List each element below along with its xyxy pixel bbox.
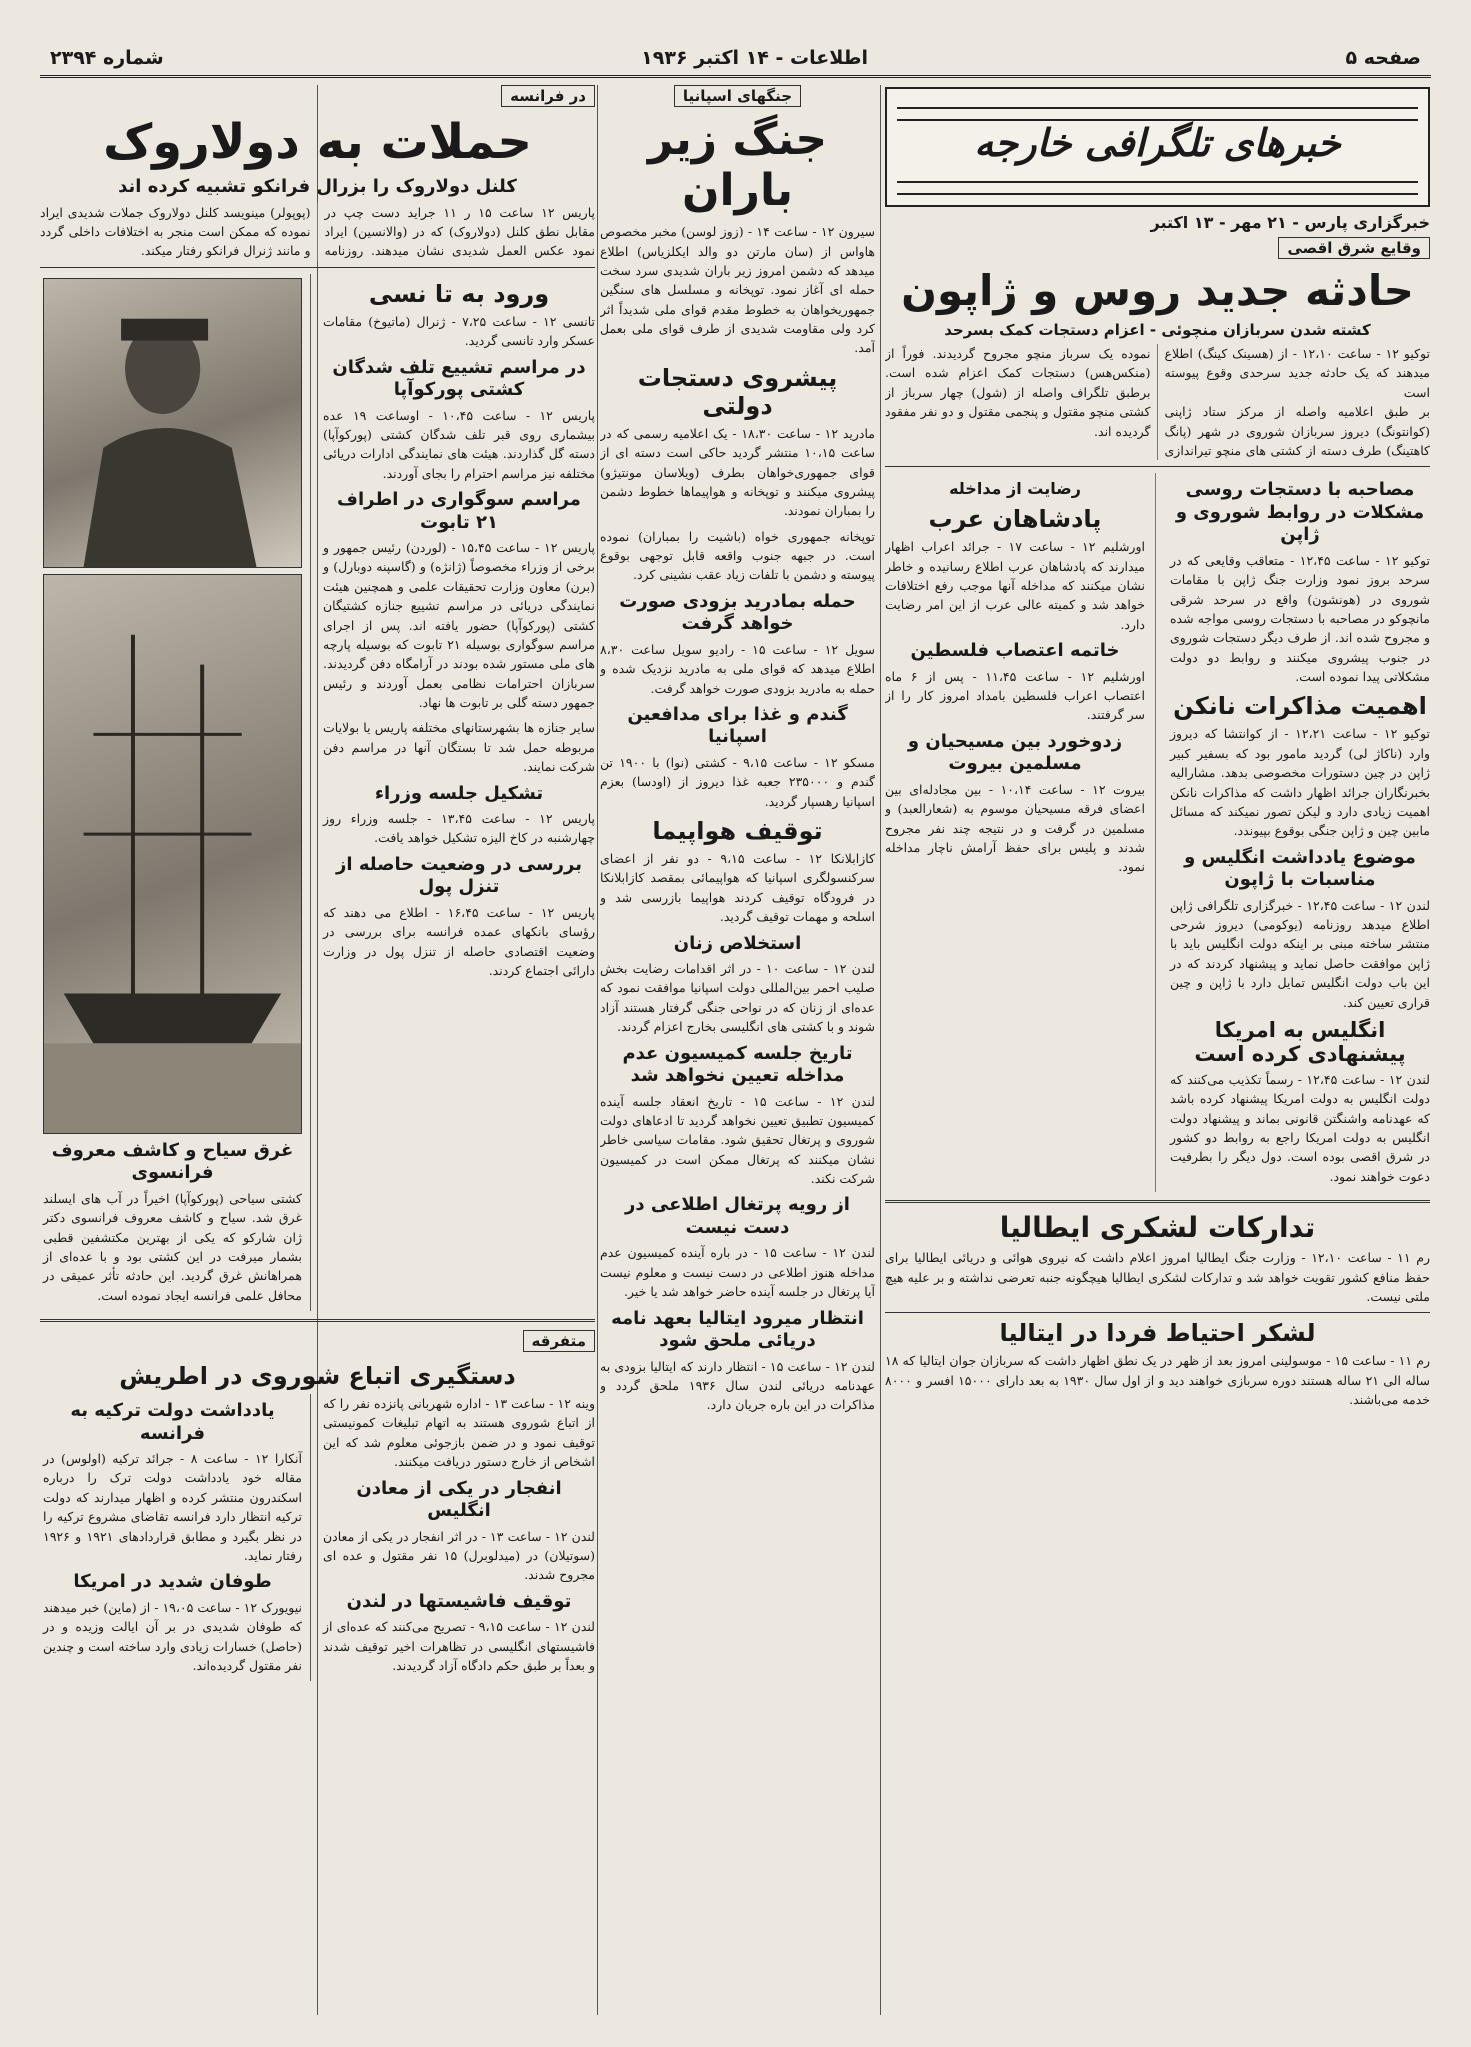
article-title: پیشروی دستجات دولتی — [637, 363, 838, 420]
paragraph: پاریس ۱۲ - ساعت ۱۵،۴۵ - (لوردن) رئیس جمهور و برخی از وزراء مخصوصاً (ژانژه) و (گاسپنه دوبارل) و (برن) معاون وزارت تحقیقات علمی و همچنین هیئت نمایندگی دریائی در مراسم تشییع جنازه کشتیگان کشتی (پورکوآپا) حضور یافته اند. پس از اجرای مراسم سوگواری بوسیله ۲۱ تابوت که بوسیله پارچه های ملی مستور شده بودند در آرامگاه دفن گردیدند. سربازان احترامات نظامی بعمل آوردند و رئیس جمهور دسته گلی بر تابوت ها نهاد. — [323, 540, 595, 711]
column-rule — [597, 85, 598, 2015]
article-title: اهمیت مذاکرات نانکن — [1173, 692, 1427, 721]
article-title: تاریخ جلسه کمیسیون عدم مداخله تعیین نخواهد شد — [622, 1042, 853, 1087]
article-title: رضایت از مداخله — [949, 479, 1081, 499]
paragraph: کازابلانکا ۱۲ - ساعت ۹،۱۵ - دو نفر از اعضای سرکنسولگری اسپانیا که هواپیمائی بمقصد کازابلانکا در فرودگاه توقیف کردند هواپیما بازرسی شد و اسلحه و مهمات توقیف گردید. — [600, 851, 875, 925]
section-kicker: جنگهای اسپانیا — [674, 85, 801, 107]
article-title: یادداشت دولت ترکیه به فرانسه — [70, 1400, 275, 1444]
paragraph: پاریس ۱۲ ساعت ۱۵ ر ۱۱ جراید دست چپ در مقابل نطق کلنل (دولاروک) که در (والانسین) ایراد نمود عکس العمل شدیدی نشان میدهند. روزنامه (پوپولر) مینویسد کلنل دولاروک جملات شدیدی ایراد نموده که ممکن است منجر به اختلافات داخلی گردد و مانند ژنرال فرانکو رفتار میکند. — [40, 204, 595, 259]
paragraph: بیروت ۱۲ - ساعت ۱۰،۱۴ - بین مجادله‌ای بین اعضای فرقه مسیحیان موسوم به (شعارالعبد) و مسلمین در گرفت و در نتیجه چند نفر مجروح شدند و پلیس برای حفظ آرامش ناچار مداخله نمود. — [885, 781, 1145, 875]
article-title: انتظار میرود ایتالیا بعهد نامه دریائی ملحق شود — [611, 1307, 864, 1352]
paragraph: سیرون ۱۲ - ساعت ۱۴ - (زوز لوسن) مخبر مخصوص هاواس از (سان مارتن دو والد ایکلزیاس) اطلاع میدهد که دشمن امروز زیر باران شدیدی سرد سخت حمله ای آغاز نمود. توپخانه و مسلسل های سنگین جمهوریخواهان به خطوط مقدم قوای ملی شدیداً اثر کرد ولی مقاومت شدیدی از طرف قوای ملی بعمل آمد. — [600, 224, 875, 356]
paragraph: رم ۱۱ - ساعت ۱۵ - موسولینی امروز بعد از ظهر در یک نطق اظهار داشت که سربازان جوان ایتالیا که ۱۸ ساله الی ۲۱ ساله هستند دوره سربازی خواهند دید و از اول سال ۱۹۳۰ به بعد دارای ۱۵۰۰۰ افسر و ۸۰۰۰ خدمه می‌باشند. — [885, 1353, 1430, 1408]
issue-number: شماره ۲۳۹۴ — [50, 46, 164, 69]
article-title: طوفان شدید در امریکا — [73, 1571, 272, 1593]
paragraph: لندن ۱۲ - ساعت ۱۵ - تاریخ انعقاد جلسه آینده کمیسیون تطبیق تعیین نخواهد گردید تا ادعاهای دولت شوروی و پرتغال تحقیق شود. مقامات سیاسی خاطر نشان میکنند که پرتغال ممکن است در کمیسیون شرکت نکند. — [600, 1093, 875, 1187]
paragraph: کشتی سیاحی (پورکوآپا) اخیراً در آب های ایسلند غرق شد. سیاح و کاشف معروف فرانسوی دکتر ژان شارکو که یکی از بهترین مکتشفین قطبی بشمار میرفت در این کشتی بود و با عده‌ای از همراهانش غرق گردید. این حادثه تأثر عمیقی در محافل علمی فرانسه ایجاد نموده است. — [43, 1190, 302, 1303]
masthead-date: اطلاعات - ۱۴ اکتبر ۱۹۳۶ — [641, 46, 869, 69]
article-title: توقیف هواپیما — [652, 817, 823, 846]
paragraph: لندن ۱۲ - ساعت ۱۰ - در اثر اقدامات رضایت بخش صلیب احمر بین‌المللی دولت اسپانیا موافقت نمود که عده‌ای از زنان که در نواحی جنگی گرفتار هستند آزاد شوند و با کشتی های انگلیسی بخارج اعزام گردند. — [600, 961, 875, 1035]
article-title: موضوع یادداشت انگلیس و مناسبات با ژاپون — [1184, 846, 1416, 891]
paragraph: بر طبق اعلامیه واصله از مرکز ستاد ژاپنی (کوانتونگ) دیروز سربازان شوروی در شهر (پانگ کاهتینگ) طرف دسته از کشتی های منچو تیراندازی نموده یک سرباز منچو مجروح گردیدند. فوراً از (منکس‌هس) دستجات کمک اعزام شده است. برطبق تلگراف واصله از (شول) چهار سرباز از کشتی منچو مقتول و پنجمی مقتول و دو نفر مفقود گردیده اند. — [885, 346, 1430, 458]
article-title: زدوخورد بین مسیحیان و مسلمین بیروت — [907, 730, 1123, 775]
subcolumn — [43, 274, 311, 1311]
paragraph: تانسی ۱۲ - ساعت ۷،۲۵ - ژنرال (ماتیوخ) مقامات عسکر وارد تانسی گردید. — [323, 313, 595, 349]
subcolumn — [885, 473, 1156, 1192]
paragraph: نیویورک ۱۲ - ساعت ۱۹،۰۵ - از (ماین) خبر میدهند که طوفان شدیدی در بر آن ایالت وزیده و در (حاصل) خسارات زیادی وارد ساخته است و چندین نفر مقتول گردیده‌اند. — [43, 1599, 303, 1673]
article-title: حمله بمادرید بزودی صورت خواهد گرفت — [619, 590, 856, 635]
headline-subtitle: کلنل دولاروک را بزرال فرانکو تشبیه کرده اند — [118, 176, 517, 198]
main-headline: حادثه جدید روس و ژاپون — [901, 266, 1414, 315]
page-number: صفحه ۵ — [1345, 46, 1421, 69]
article-title: تدارکات لشکری ایطالیا — [999, 1211, 1316, 1245]
article-title: انگلیس به امریکا پیشنهادی کرده است — [1194, 1017, 1406, 1066]
paragraph: لندن ۱۲ - ساعت ۹،۱۵ - تصریح می‌کنند که عده‌ای از فاشیستهای انگلیسی در تظاهرات اخیر توقیف شدند و بعداً بر طبق حکم دادگاه آزاد گردیدند. — [323, 1619, 595, 1673]
section-kicker: در فرانسه — [501, 85, 595, 107]
paragraph: اورشلیم ۱۲ - ساعت ۱۱،۴۵ - پس از ۶ ماه اعتصاب اعراب فلسطین بامداد امروز کار را از سر گرفتند. — [885, 668, 1145, 723]
two-column-block — [40, 274, 595, 1311]
subcolumn — [43, 1394, 311, 1681]
section-kicker: وقایع شرق اقصی — [1278, 237, 1430, 259]
ship-photo — [43, 574, 302, 1134]
paragraph: آنکارا ۱۲ - ساعت ۸ - جرائد ترکیه (اولوس) در مقاله خود یادداشت دولت ترک را درباره اسکندرون منتشر کرده و اظهار میدارند که دولت ترکیه انتظار دارد فرانسه تقاضای مشروع ترکیه را در نظر بگیرد و مطابق قراردادهای ۱۹۲۱ و ۱۹۲۶ رفتار نماید. — [43, 1451, 303, 1563]
paragraph: لندن ۱۲ - ساعت ۱۲،۴۵ - خبرگزاری تلگرافی ژاپن اطلاع میدهد روزنامه (یوکومی) دیروز شرحی منتشر ساخته مبنی بر اینکه دولت انگلیس باید با ژاپن موافقت حاصل نماید و پیشنهاد کردند که در این باب دولت انگلیس تمایل دارد با ژاپن و چین قراری تعیین کند. — [1170, 897, 1430, 1010]
article-title: ورود به تا نسی — [368, 279, 550, 308]
article-title: تشکیل جلسه وزراء — [374, 782, 544, 804]
paragraph: سایر جنازه ها بشهرستانهای مختلفه پاریس یا بولایات مربوطه حمل شد تا بستگان آنها در مراسم دفن شرکت نمایند. — [323, 720, 595, 775]
paragraph: اورشلیم ۱۲ - ساعت ۱۷ - جرائد اعراب اظهار میدارند که پادشاهان عرب اطلاع رسانیده و خاطر نشان میکنند که مداخله آنها موجب رفع اختلافات خواهد شد و کمیته عالی عرب از این امر رضایت دارد. — [885, 539, 1145, 632]
section-kicker: متفرقه — [523, 1330, 595, 1352]
article-title: استخلاص زنان — [673, 932, 802, 954]
subcolumn — [323, 1394, 595, 1681]
paragraph: لندن ۱۲ - ساعت ۱۳ - در اثر انفجار در یکی از معادن (سوتیلان) در (میدلوبرل) ۱۵ نفر مقتول و عده ای مجروح شدند. — [323, 1528, 595, 1583]
article-title: انفجار در یکی از معادن انگلیس — [356, 1477, 562, 1522]
article-title: دستگیری اتباع شوروی در اطریش — [119, 1362, 516, 1391]
article-body — [885, 344, 1430, 460]
two-column-block — [40, 1394, 595, 1681]
paragraph: لندن ۱۲ - ساعت ۱۵ - انتظار دارند که ایتالیا بزودی به عهدنامه دریائی لندن سال ۱۹۳۶ ملحق گردد و مذاکرات در این باره جریان دارد. — [600, 1358, 875, 1413]
article-title: از رویه پرتغال اطلاعی در دست نیست — [625, 1194, 850, 1238]
masthead — [40, 40, 1431, 78]
paragraph: توپخانه جمهوری خواه (باشیت را بمباران) نموده است. در جبهه جنوب واقعه قابل توجهی بوقوع پیوسته و دشمن با تلفات زیاد عقب نشینی کرد. — [600, 528, 875, 583]
article-title: غرق سیاح و کاشف معروف فرانسوی — [51, 1139, 294, 1184]
two-column-block — [885, 473, 1430, 1192]
paragraph: مادرید ۱۲ - ساعت ۱۸،۳۰ - یک اعلامیه رسمی که در ساعت ۱۰،۱۵ منتشر گردید حاکی است دسته ای از قوای جمهوری‌خواهان بطرف (ویلاسان مونتیژو) پیشروی میکنند و توپخانه و هواپیماها خطوط دشمن را بمباران نمودند. — [600, 425, 875, 519]
article-title: توقیف فاشیستها در لندن — [346, 1590, 572, 1612]
column-france — [40, 85, 595, 2015]
paragraph: پاریس ۱۲ - ساعت ۱۶،۴۵ - اطلاع می دهند که رؤسای بانکهای عمده فرانسه برای بررسی در وضعیت اقتصادی حاصله از تنزل پول در وزارت دارائی اجتماع کردند. — [323, 904, 595, 978]
paragraph: پاریس ۱۲ - ساعت ۱۳،۴۵ - جلسه وزراء روز چهارشنبه در کاخ الیزه تشکیل خواهد یافت. — [323, 811, 595, 846]
paragraph: سویل ۱۲ - ساعت ۱۵ - رادیو سویل ساعت ۸،۳۰ اطلاع میدهد که قوای ملی به مادرید نزدیک شده و حمله به مادرید بزودی صورت خواهد گرفت. — [600, 641, 875, 696]
article-title: پادشاهان عرب — [928, 505, 1102, 534]
paragraph: پاریس ۱۲ - ساعت ۱۰،۴۵ - اوساعت ۱۹ عده بیشماری روی قبر تلف شدگان کشتی (پورکوآپا) دسته گل گذاردند. هیئت های نمایندگی ادارات دریائی مختلفه نیز مراسم احترام را بجای آوردند. — [323, 407, 595, 481]
paragraph: توکیو ۱۲ - ساعت ۱۲،۴۵ - متعاقب وقایعی که در سرحد بروز نمود وزارت جنگ ژاپن با مقامات شوروی در (هونشون) واقع در سرحد شرقی مانچوکو در مصاحبه با دستجات روسی مواجه شده و مجروح شده اند. از طرف دیگر دستجات شوروی در جنوب پیشروی میکنند و روابط دو دولت مشکلاتی پیدا نموده است. — [1170, 552, 1430, 685]
main-headline: حملات به دولاروک — [103, 114, 532, 170]
paragraph: لندن ۱۲ - ساعت ۱۲،۴۵ - رسماً تکذیب می‌کنند که دولت انگلیس به دولت امریکا پیشنهاد کرده باشد که عهدنامه واشنگتن قانونی بماند و پیشنهاد دولت انگلیس به دولت امریکا راجع به روابط دو کشور در شرق اقصی بوده است. دول دیگر را بطرفیت دعوت خواهند نمود. — [1170, 1071, 1430, 1184]
article-title: خاتمه اعتصاب فلسطین — [910, 640, 1120, 662]
paragraph: وینه ۱۲ - ساعت ۱۳ - اداره شهربانی پانزده نفر را که از اتباع شوروی هستند به اتهام تبلیغات کمونیستی توقیف نمود و در ضمن بازجوئی معلوم شد که این اشخاص از خارج دستور دریافت میکنند. — [323, 1396, 595, 1470]
section-banner — [885, 87, 1430, 207]
banner-title: خبرهای تلگرافی خارجه — [974, 121, 1341, 165]
paragraph: توکیو ۱۲ - ساعت ۱۲،۲۱ - از کوانتشا که دیروز وارد (ناکاژ لی) گردید مامور بود که بسفیر کبیر ژاپن در چین دستورات مخصوصی بدهد. مشارالیه بخبرنگاران جرائد اظهار داشت که مذاکرات نانکن اهمیت زیادی دارد و لیکن تصور نمیکند که مسائل مابین چین و ژاپن جنگی بوقوع بپیوندد. — [1170, 726, 1430, 839]
subcolumn — [1170, 473, 1430, 1192]
article-title: گندم و غذا برای مدافعین اسپانیا — [627, 703, 848, 748]
paragraph: لندن ۱۲ - ساعت ۱۵ - در باره آینده کمیسیون عدم مداخله هنوز اطلاعی در دست نیست و معلوم نیست آیا پرتغال در جلسه آینده حاضر خواهد شد یا خیر. — [600, 1245, 875, 1300]
headline-subtitle: کشته شدن سربازان منچوئی - اعزام دستجات کمک بسرحد — [944, 321, 1371, 340]
paragraph: رم ۱۱ - ساعت ۱۲،۱۰ - وزارت جنگ ایطالیا امروز اعلام داشت که نیروی هوائی و دریائی ایطالیا برای حفظ منافع کشور تقویت خواهد شد و تدارکات لشکری ایطالیا هیچگونه جنبه تعرضی نداشته و بر علیه هیچ ملتی نیست. — [885, 1250, 1430, 1304]
article-title: در مراسم تشییع تلف شدگان کشتی پورکوآپا — [332, 356, 586, 401]
agency-line: خبرگزاری پارس - ۲۱ مهر - ۱۳ اکتبر — [1150, 213, 1430, 232]
dateline: توکیو ۱۲ - ساعت ۱۲،۱۰ - از (هسینک کینگ) اطلاع میدهند که یک حادثه جدید سرحدی وقوع پیوسته است — [1164, 346, 1430, 400]
article-title: بررسی در وضعیت حاصله از تنزل پول — [336, 853, 582, 898]
article-title: مصاحبه با دستجات روسی مشکلات در روابط شوروی و ژاپن — [1175, 479, 1425, 546]
column-spain-war — [600, 85, 875, 2015]
column-rule — [880, 85, 881, 2015]
article-title: لشکر احتیاط فردا در ایتالیا — [999, 1319, 1316, 1348]
portrait-photo — [43, 278, 302, 568]
column-foreign-telegrams — [885, 85, 1430, 2015]
paragraph: مسکو ۱۲ - ساعت ۹،۱۵ - کشتی (نوا) با ۱۹۰۰ تن گندم و ۲۳۵۰۰۰ جعبه غذا دیروز از (اودسا) بعزم اسپانیا رهسپار گردید. — [600, 754, 875, 809]
subcolumn — [323, 274, 595, 1311]
main-headline: جنگ زیر باران — [647, 114, 828, 216]
article-title: مراسم سوگواری در اطراف ۲۱ تابوت — [337, 489, 581, 533]
